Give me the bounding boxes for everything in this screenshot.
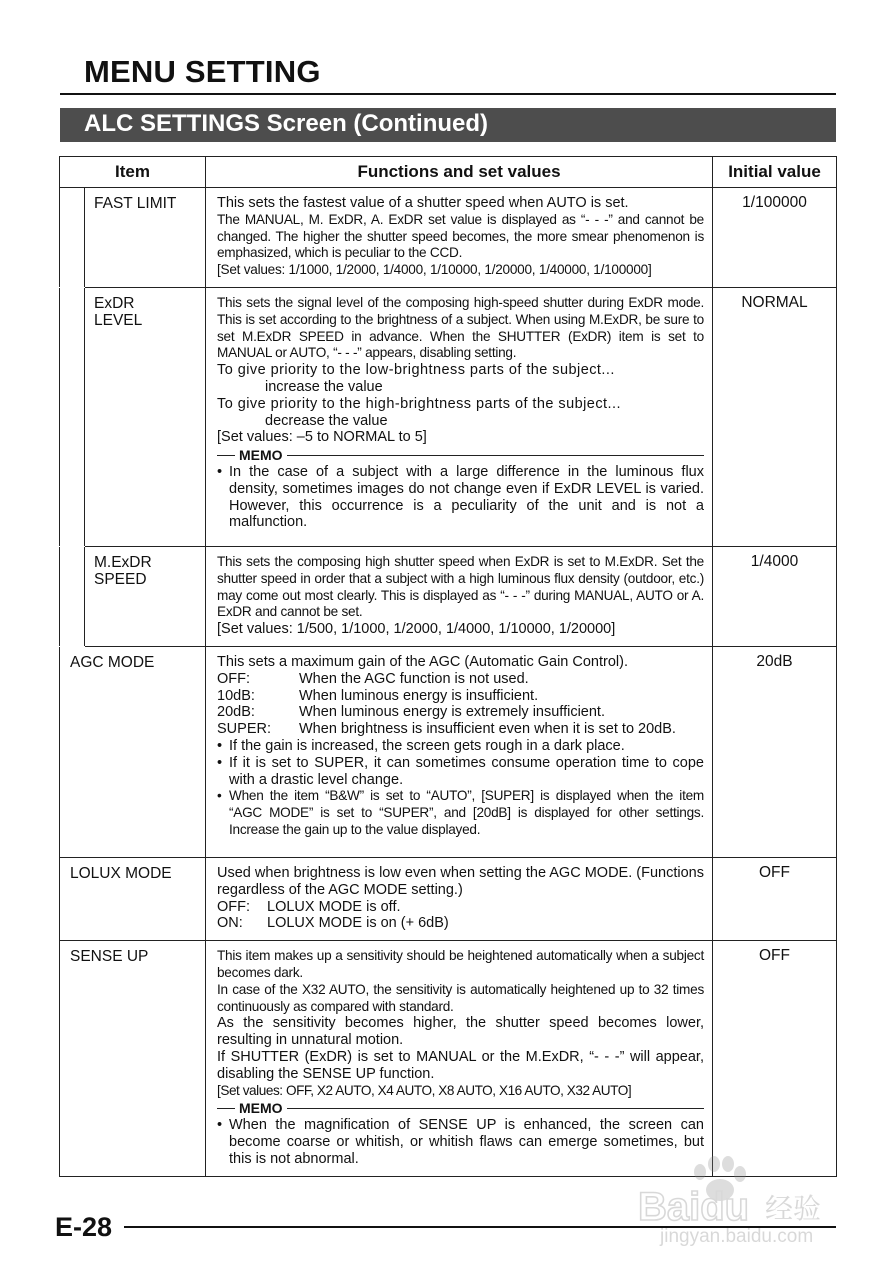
table-header-row xyxy=(60,157,837,188)
baidu-watermark xyxy=(630,1150,840,1250)
memo-note: • In the case of a subject with a large difference in the luminous flux density, sometimes images do not change even if ExDR LEVEL is varied. However, this occurrence is a peculiarity of the unit and is not a malfunction. xyxy=(217,463,704,531)
memo-divider: MEMO xyxy=(217,447,704,464)
table-row-fast-limit xyxy=(60,188,837,288)
table-row-mexdr-speed xyxy=(60,546,837,646)
watermark-logo: Baidu xyxy=(638,1185,750,1229)
section-banner: ALC SETTINGS Screen (Continued) xyxy=(60,108,836,142)
memo-divider: MEMO xyxy=(217,1100,704,1117)
table-row-exdr-level xyxy=(60,287,837,546)
functions-fast-limit: This sets the fastest value of a shutter speed when AUTO is set. The MANUAL, M. ExDR, A. ExDR set value is displayed as “- - -” and cannot be changed. The higher the shutter speed becomes, the more smear phenomenon is emphasized, which is peculiar to the CCD. [Set values: 1/1000, 1/2000, 1/4000, 1/10000, 1/20000, 1/40000, 1/100000] xyxy=(206,188,713,288)
item-agc-mode: AGC MODE xyxy=(60,646,206,857)
item-mexdr-speed: M.ExDR SPEED xyxy=(85,546,206,646)
memo-note: • When the magnification of SENSE UP is enhanced, the screen can become coarse or whitish, or whitish flaws can emerge sometimes, but this is not abnormal. xyxy=(217,1117,704,1167)
settings-table xyxy=(59,156,837,1177)
table-row-agc-mode xyxy=(60,646,837,857)
initial-agc-mode: 20dB xyxy=(713,646,837,857)
functions-exdr-level: This sets the signal level of the composing high-speed shutter during ExDR mode. This is set according to the brightness of a subject. When using M.ExDR, be sure to set M.ExDR SPEED in advance. When the SHUTTER (ExDR) item is set to MANUAL or AUTO, “- - -” appears, disabling setting. To give priority to the low-brightness parts of the subject... increase the value To give priority to the high-brightness parts of the subject... decrease the value [Set values: –5 to NORMAL to 5] MEMO • In the case of a subject with a large difference in the luminous flux density, sometimes images do not change even if ExDR LEVEL is varied. However, this occurrence is a peculiarity of the unit and is not a malfunction. xyxy=(206,287,713,546)
item-exdr-level: ExDR LEVEL xyxy=(85,287,206,546)
item-fast-limit: FAST LIMIT xyxy=(85,188,206,288)
watermark-url: jingyan.baidu.com xyxy=(660,1226,814,1247)
table-row-sense-up xyxy=(60,941,837,1176)
functions-mexdr-speed: This sets the composing high shutter speed when ExDR is set to M.ExDR. Set the shutter speed in order that a subject with a high luminous flux density (outdoor, etc.) may come out most clearly. This is displayed as “- - -” during MANUAL, AUTO or A. ExDR and cannot be set. [Set values: 1/500, 1/1000, 1/2000, 1/4000, 1/10000, 1/20000] xyxy=(206,546,713,646)
item-lolux-mode: LOLUX MODE xyxy=(60,857,206,940)
initial-mexdr-speed: 1/4000 xyxy=(713,546,837,646)
initial-fast-limit: 1/100000 xyxy=(713,188,837,288)
initial-lolux-mode: OFF xyxy=(713,857,837,940)
page-title: MENU SETTING xyxy=(84,54,321,89)
functions-agc-mode: This sets a maximum gain of the AGC (Automatic Gain Control). OFF: When the AGC function is not used. 10dB: When luminous energy is insufficient. 20dB: When luminous energy is extremely insufficient. SUPER: When brightness is insufficient even when it is set to 20dB. • If the gain is increased, the screen gets rough in a dark place. • If it is set to SUPER, it can sometimes consume operation time to cope with a drastic level change. • When the item “B&W” is set to “AUTO”, [SUPER] is displayed when the item “AGC MODE” is set to “SUPER”, and [20dB] is displayed for other settings. Increase the gain up to the value displayed. xyxy=(206,646,713,857)
header-functions: Functions and set values xyxy=(206,157,713,188)
header-item: Item xyxy=(60,157,206,188)
page-number: E-28 xyxy=(55,1212,113,1242)
initial-sense-up: OFF xyxy=(713,941,837,1176)
title-rule xyxy=(60,93,836,95)
functions-sense-up: This item makes up a sensitivity should be heightened automatically when a subject becomes dark. In case of the X32 AUTO, the sensitivity is automatically heightened up to 32 times continuously as compared with standard. As the sensitivity becomes higher, the shutter speed becomes lower, resulting in unnatural motion. If SHUTTER (ExDR) is set to MANUAL or the M.ExDR, “- - -” will appear, disabling the SENSE UP function. [Set values: OFF, X2 AUTO, X4 AUTO, X8 AUTO, X16 AUTO, X32 AUTO] MEMO • When the magnification of SENSE UP is enhanced, the screen can become coarse or whitish, or whitish flaws can emerge sometimes, but this is not abnormal. xyxy=(206,941,713,1176)
table-row-lolux-mode xyxy=(60,857,837,940)
header-initial-value: Initial value xyxy=(713,157,837,188)
functions-lolux-mode: Used when brightness is low even when setting the AGC MODE. (Functions regardless of the AGC MODE setting.) OFF: LOLUX MODE is off. ON: LOLUX MODE is on (+ 6dB) xyxy=(206,857,713,940)
watermark-cn: 经验 xyxy=(765,1192,822,1225)
initial-exdr-level: NORMAL xyxy=(713,287,837,546)
item-sense-up: SENSE UP xyxy=(60,941,206,1176)
